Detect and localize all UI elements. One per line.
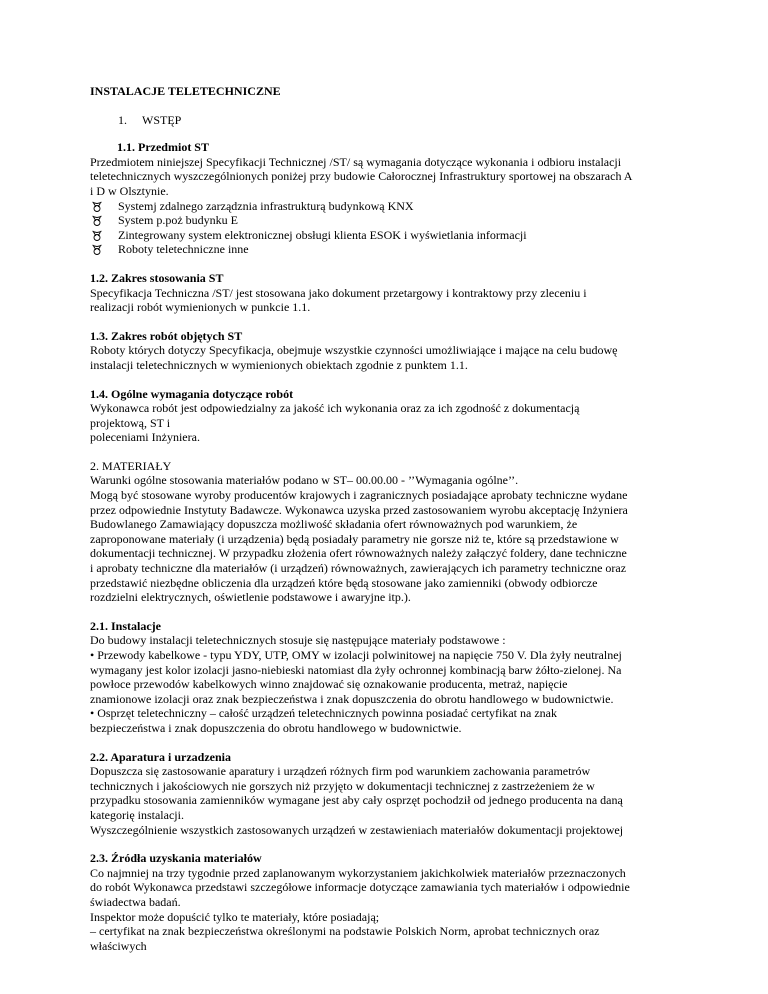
paragraph-line: poleceniami Inżyniera. xyxy=(90,430,200,445)
paragraph-line: bezpieczeństwa i znak dopuszczenia do obrotu handlowego w budownictwie. xyxy=(90,720,462,735)
paragraph-line: Warunki ogólne stosowania materiałów podano w ST– 00.00.00 - ’’Wymagania ogólne’’. xyxy=(90,473,519,488)
paragraph-line: i D w Olsztynie. xyxy=(90,183,169,198)
paragraph-line: Dopuszcza się zastosowanie aparatury i urządzeń różnych firm pod warunkiem zachowania parametrów xyxy=(90,764,591,779)
paragraph-line: do robót Wykonawca przedstawi szczegółowe informacje dotyczące zamawiania tych materiałów i odpowiednie xyxy=(90,880,630,895)
section-2-1 xyxy=(90,619,690,736)
paragraph-line: rozdzielni elektrycznych, oświetlenie podstawowe i awaryjne itp.). xyxy=(90,590,411,605)
paragraph-line: – certyfikat na znak bezpieczeństwa określonymi na podstawie Polskich Norm, aprobat technicznych oraz xyxy=(90,924,600,939)
paragraph-line: Wyszczególnienie wszystkich zastosowanych urządzeń w zestawieniach materiałów dokumentacji projektowej xyxy=(90,822,624,837)
paragraph-line: dokumentacji technicznej. W przypadku złożenia ofert równoważnych należy załączyć foldery, dane techniczne xyxy=(90,546,627,561)
paragraph-line: przypadku stosowania zamienników wymagane jest aby cały osprzęt pochodził od jednego producenta na daną xyxy=(90,793,623,808)
section-1-4 xyxy=(90,387,690,445)
section-1-1 xyxy=(90,140,690,257)
scroll-bullet-icon xyxy=(91,243,103,256)
section-2 xyxy=(90,459,690,605)
paragraph-line: Inspektor może dopuścić tylko te materiały, które posiadają; xyxy=(90,909,380,924)
paragraph-line: znamionowe izolacji oraz znak bezpieczeństwa i znak dopuszczenia do obrotu handlowego w budownictwie. xyxy=(90,691,614,706)
scope-list xyxy=(90,199,690,257)
paragraph-line: właściwych xyxy=(90,938,147,953)
list-item: Zintegrowany system elektronicznej obsługi klienta ESOK i wyświetlania informacji xyxy=(90,228,690,243)
section-1-1-heading: 1.1. Przedmiot ST xyxy=(117,140,209,155)
section-1-2 xyxy=(90,271,690,315)
list-item: System p.poż budynku E xyxy=(90,213,690,228)
section-1-number: 1. xyxy=(118,112,127,127)
paragraph-line: powłoce przewodów kabelkowych winno znajdować się oznakowanie producenta, metraż, napięcie xyxy=(90,677,568,692)
paragraph-line: Roboty których dotyczy Specyfikacja, obejmuje wszystkie czynności umożliwiające i mające na celu budowę xyxy=(90,343,618,358)
section-2-1-heading: 2.1. Instalacje xyxy=(90,618,161,633)
paragraph-line: Mogą być stosowane wyroby producentów krajowych i zagranicznych posiadające aprobaty techniczne wydane xyxy=(90,488,628,503)
scroll-bullet-icon xyxy=(91,214,103,227)
section-2-3-heading: 2.3. Źródła uzyskania materiałów xyxy=(90,851,262,866)
section-1-2-heading: 1.2. Zakres stosowania ST xyxy=(90,270,224,285)
section-1-4-heading: 1.4. Ogólne wymagania dotyczące robót xyxy=(90,386,294,401)
scroll-bullet-icon xyxy=(91,229,103,242)
paragraph-line: Wykonawca robót jest odpowiedzialny za jakość ich wykonania oraz za ich zgodność z dokumentacją xyxy=(90,401,580,416)
paragraph-line: przedstawić niezbędne obliczenia dla urządzeń które będą stosowane jako zamienniki (obwody odbiorcze xyxy=(90,575,598,590)
paragraph-line: instalacji teletechnicznych w wymienionych obiektach zgodnie z punktem 1.1. xyxy=(90,357,468,372)
section-1-label: WSTĘP xyxy=(142,112,182,127)
paragraph-line: Do budowy instalacji teletechnicznych stosuje się następujące materiały podstawowe : xyxy=(90,633,506,648)
paragraph-line: świadectwa badań. xyxy=(90,894,181,909)
section-2-3 xyxy=(90,851,690,953)
section-1-3 xyxy=(90,329,690,373)
paragraph-line: • Osprzęt teletechniczny – całość urządzeń teletechnicznych powinna posiadać certyfikat na znak xyxy=(90,706,557,721)
paragraph-line: i aprobaty techniczne dla materiałów (i urządzeń) równoważnych, zawierających ich parametry techniczne oraz xyxy=(90,561,627,576)
paragraph-line: Przedmiotem niniejszej Specyfikacji Technicznej /ST/ są wymagania dotyczące wykonania i odbioru instalacji xyxy=(90,154,622,169)
scroll-bullet-icon xyxy=(91,200,103,213)
section-2-2 xyxy=(90,750,690,838)
paragraph-line: technicznych i jakościowych nie gorszych niż przyjęto w dokumentacji technicznej z zastrzeżeniem że w xyxy=(90,778,595,793)
list-item: Roboty teletechniczne inne xyxy=(90,242,690,257)
paragraph-line: przez odpowiednie Instytuty Badawcze. Wykonawca uzyska przed zastosowaniem wyrobu akceptację Inżyniera xyxy=(90,502,628,517)
paragraph-line: realizacji robót wymienionych w punkcie 1.1. xyxy=(90,300,311,315)
paragraph-line: • Przewody kabelkowe - typu YDY, UTP, OMY w izolacji polwinitowej na napięcie 750 V. Dla żyły neutralnej xyxy=(90,648,622,662)
paragraph-line: wymagany jest kolor izolacji jasno-niebieski natomiast dla żyły ochronnej kombinacją barw żółto-zielonej. Na xyxy=(90,662,622,677)
section-2-heading: 2. MATERIAŁY xyxy=(90,458,172,473)
list-item: Systemj zdalnego zarządznia infrastrukturą budynkową KNX xyxy=(90,199,690,214)
paragraph-line: Specyfikacja Techniczna /ST/ jest stosowana jako dokument przetargowy i kontraktowy przy zleceniu i xyxy=(90,285,587,300)
section-1-title xyxy=(118,113,690,128)
paragraph-line: Budowlanego Zamawiający dopuszcza możliwość składania ofert równoważnych pod warunkiem, że xyxy=(90,517,578,532)
paragraph-line: teletechnicznych wyszczególnionych poniżej przy budowie Całorocznej Infrastruktury sportowej na obszarach A xyxy=(90,169,633,184)
section-1-3-heading: 1.3. Zakres robót objętych ST xyxy=(90,328,243,343)
paragraph-line: Co najmniej na trzy tygodnie przed zaplanowanym wykorzystaniem jakichkolwiek materiałów przeznaczonych xyxy=(90,865,626,880)
paragraph-line: kategorię instalacji. xyxy=(90,807,184,822)
document-title: INSTALACJE TELETECHNICZNE xyxy=(90,84,281,98)
section-2-2-heading: 2.2. Aparatura i urzadzenia xyxy=(90,749,231,764)
document-page xyxy=(90,84,690,967)
paragraph-line: zaproponowane materiały (i urządzenia) będą posiadały parametry nie gorsze niż te, które są przedstawione w xyxy=(90,531,619,546)
paragraph-line: projektową, ST i xyxy=(90,415,171,430)
